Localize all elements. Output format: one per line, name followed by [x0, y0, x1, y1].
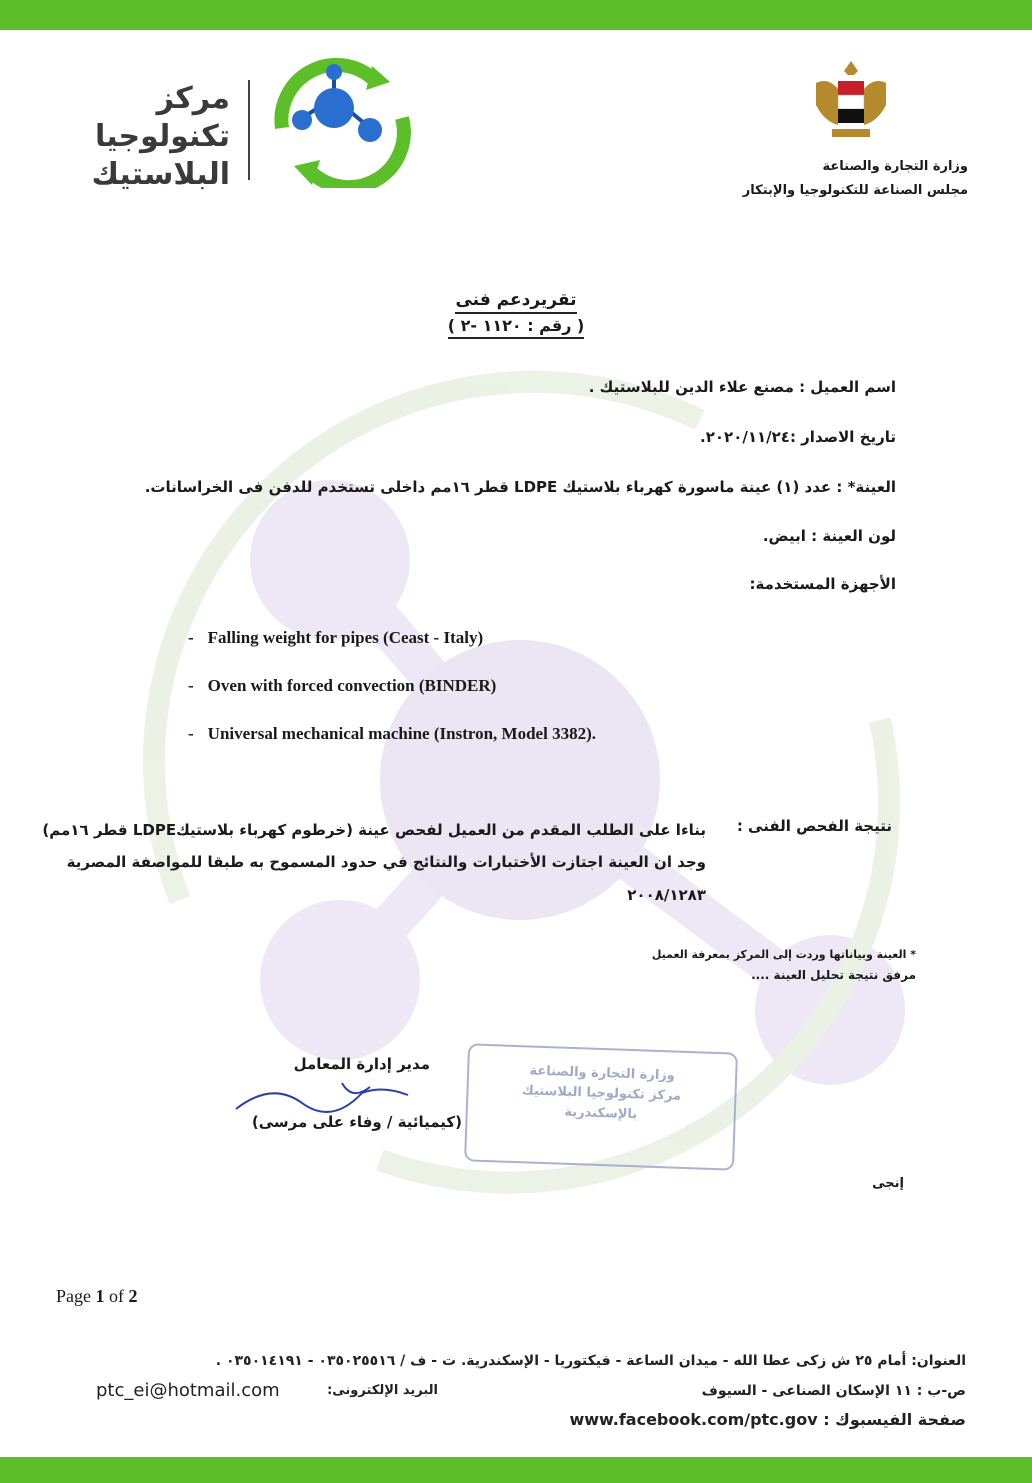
center-name-line3: البلاستيك — [91, 157, 230, 192]
total-pages: 2 — [128, 1286, 138, 1306]
footer-email-label: البريد الإلكترونى: — [327, 1383, 438, 1398]
stamp-line1: وزارة التجارة والصناعة — [529, 1063, 676, 1084]
signatory-name: (كيميائية / وفاء على مرسى) — [251, 1113, 462, 1131]
client-field: اسم العميل : مصنع علاء الدين للبلاستيك . — [588, 378, 896, 396]
equipment-item: - Universal mechanical machine (Instron, Model 3382). — [188, 724, 596, 744]
report-number: ( رقم : ١١٢٠ -٢ ) — [0, 316, 1032, 339]
official-stamp — [464, 1043, 738, 1170]
stamp-line3: بالإسكندرية — [564, 1104, 638, 1123]
preparer-initials: إنجى — [872, 1176, 904, 1191]
plastic-center-logo-icon — [262, 58, 422, 188]
center-name-line1: مركز — [156, 81, 230, 116]
footer-po-box: ص-ب : ١١ الإسكان الصناعى - السيوف — [701, 1383, 966, 1399]
footer-address: العنوان: أمام ٢٥ ش زكى عطا الله - ميدان الساعة - فيكتوريا - الإسكندرية. ت - ف / ٠٣٥٠٢٥٥١٦ - ٠٣٥٠١٤١٩١ . — [215, 1353, 966, 1369]
sample-note: * العينة وبياناتها وردت إلى المركز بمعرفة العميل — [651, 948, 916, 961]
center-name — [30, 80, 230, 194]
ministry-name: وزارة التجارة والصناعة — [822, 159, 968, 174]
equipment-item: - Oven with forced convection (BINDER) — [188, 676, 496, 696]
result-line3: ٢٠٠٨/١٢٨٣ — [627, 886, 706, 904]
handwritten-signature — [232, 1075, 422, 1117]
bottom-green-band — [0, 1457, 1032, 1483]
attachment-note: مرفق نتيجة تحليل العينة .... — [751, 968, 916, 982]
center-name-line2: تكنولوجيا — [95, 119, 230, 154]
equipment-item: - Falling weight for pipes (Ceast - Italy) — [188, 628, 483, 648]
logo-divider — [248, 80, 250, 180]
issue-date-field: تاريخ الاصدار :٢٠٢٠/١١/٢٤. — [700, 428, 896, 446]
council-name: مجلس الصناعة للتكنولوجيا والإبتكار — [742, 183, 968, 198]
result-line1: بناءا على الطلب المقدم من العميل لفحص عينة (خرطوم كهرباء بلاستيكLDPE قطر ١٦مم) — [42, 821, 706, 839]
result-line2: وجد ان العينة اجتازت الأختبارات والنتائج في حدود المسموح به طبقا للمواصفة المصرية — [66, 853, 706, 871]
signatory-title: مدير إدارة المعامل — [293, 1055, 430, 1073]
footer-facebook[interactable]: صفحة الفيسبوك : www.facebook.com/ptc.gov — [569, 1410, 966, 1429]
sample-field: العينة* : عدد (١) عينة ماسورة كهرباء بلاستيك LDPE قطر ١٦مم داخلى تستخدم للدفن فى الخراسانات. — [144, 478, 896, 496]
page-number: Page 1 of 2 — [56, 1286, 138, 1306]
footer-email[interactable]: ptc_ei@hotmail.com — [96, 1380, 280, 1401]
current-page: 1 — [95, 1286, 105, 1306]
stamp-line2: مركز تكنولوجيا البلاستيك — [521, 1083, 682, 1104]
egypt-eagle-emblem-icon — [808, 55, 894, 145]
equipment-label: الأجهزة المستخدمة: — [749, 575, 896, 593]
sample-color-field: لون العينة : ابيض. — [762, 527, 896, 545]
report-title: تقريردعم فنى — [0, 290, 1032, 314]
ministry-block — [743, 155, 968, 203]
result-label: نتيجة الفحص الفنى : — [736, 817, 892, 835]
